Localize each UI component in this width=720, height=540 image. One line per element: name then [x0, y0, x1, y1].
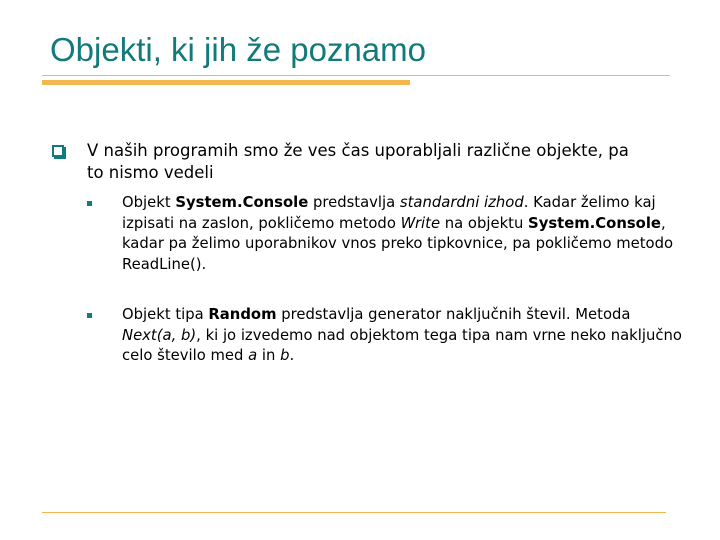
slide-title: Objekti, ki jih že poznamo: [50, 31, 427, 68]
title-underline-thick: [42, 80, 410, 85]
sub-bullet-console: [122, 193, 682, 275]
square-bullet-icon: [87, 201, 92, 206]
bullet-level1-text: V naših programih smo že ves čas uporabljali različne objekte, pa to nismo vedeli: [87, 141, 629, 182]
footer-line: [42, 512, 666, 513]
sub-bullet-random-text: Objekt tipa Random predstavlja generator naključnih števil. Metoda Next(a, b), ki jo izvedemo nad objektom tega tipa nam vrne neko naključno celo število med a in b.: [122, 306, 682, 365]
title-underline-thin: [42, 75, 670, 76]
sub-bullet-random: [122, 305, 682, 367]
checkbox-bullet-icon: [52, 145, 64, 157]
bullet-level1: [52, 140, 692, 184]
square-bullet-icon: [87, 313, 92, 318]
sub-bullet-console-text: Objekt System.Console predstavlja standardni izhod. Kadar želimo kaj izpisati na zaslon, pokličemo metodo Write na objektu System.Console, kadar pa želimo uporabnikov vnos preko tipkovnice, pa pokličemo metodo ReadLine().: [122, 194, 674, 273]
